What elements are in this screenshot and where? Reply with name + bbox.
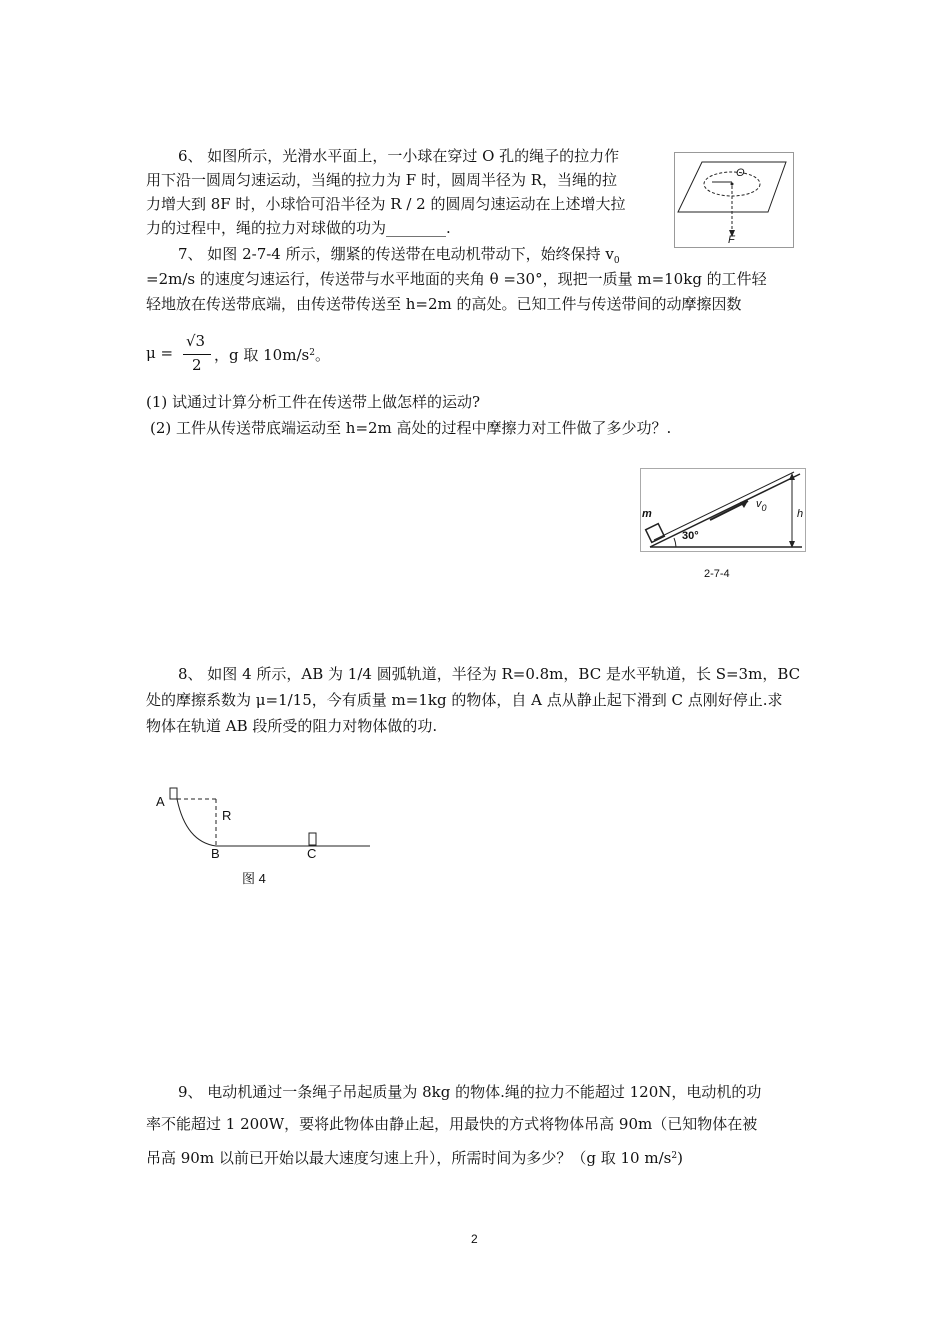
q7-g-text: ，g 取 10m/s	[214, 346, 310, 364]
q6-line-3: 力增大到 8F 时，小球恰可沿半径为 R / 2 的圆周匀速运动在上述增大拉	[146, 195, 626, 213]
q6-figure	[674, 152, 794, 248]
label-v: v	[756, 498, 762, 510]
label-o: O	[736, 167, 745, 179]
q9-line-1: 9、 电动机通过一条绳子吊起质量为 8kg 的物体.绳的拉力不能超过 120N，电动机的功	[178, 1083, 762, 1101]
q8-figure	[150, 780, 380, 890]
fraction-denominator: 2	[192, 356, 202, 374]
q9-line-3	[146, 1146, 683, 1168]
q8-line-2: 处的摩擦系数为 μ=1/15，今有质量 m=1kg 的物体，自 A 点从静止起下滑到 C 点刚好停止.求	[146, 691, 783, 709]
q6-line-4: 力的过程中，绳的拉力对球做的功为________.	[146, 219, 451, 237]
label-v-sub: 0	[761, 503, 767, 513]
label-a: A	[156, 794, 165, 809]
q7-line-3: 轻地放在传送带底端，由传送带传送至 h=2m 的高处。已知工件与传送带间的动摩擦因数	[146, 295, 742, 313]
q7-figure-caption: 2-7-4	[704, 568, 730, 580]
q7-mu-formula	[146, 332, 406, 376]
q9-line-3-sup: 2	[671, 1151, 678, 1161]
conveyor-belt-diagram	[640, 468, 806, 552]
q8-figure-caption: 图 4	[242, 871, 266, 886]
fraction-numerator: √3	[186, 332, 206, 350]
fraction-bar	[183, 354, 211, 355]
q7-line-2: =2m/s 的速度匀速运行，传送带与水平地面的夹角 θ =30°，现把一质量 m=10kg 的工件轻	[146, 270, 767, 288]
q8-line-1: 8、 如图 4 所示，AB 为 1/4 圆弧轨道，半径为 R=0.8m，BC 是水平轨道，长 S=3m，BC	[178, 665, 801, 683]
q7-line-1	[178, 244, 620, 271]
label-b: B	[211, 846, 220, 861]
q7-figure	[640, 468, 806, 552]
label-c: C	[307, 846, 317, 861]
mu-symbol: μ =	[146, 344, 174, 362]
q7-g-end: 。	[314, 346, 330, 364]
q9-line-3-end: )	[677, 1149, 683, 1167]
page-number: 2	[471, 1232, 478, 1246]
label-angle: 30°	[682, 530, 699, 542]
q7-sub-question-1: (1) 试通过计算分析工件在传送带上做怎样的运动?	[146, 393, 481, 411]
q9-line-3-text: 吊高 90m 以前已开始以最大速度匀速上升），所需时间为多少？（g 取 10 m/s	[146, 1149, 672, 1167]
label-v0	[756, 498, 767, 513]
q6-line-1: 6、 如图所示，光滑水平面上，一小球在穿过 O 孔的绳子的拉力作	[178, 147, 620, 165]
q8-line-3: 物体在轨道 AB 段所受的阻力对物体做的功.	[146, 717, 438, 735]
q9-line-2: 率不能超过 1 200W，要将此物体由静止起，用最快的方式将物体吊高 90m（已知物体在被	[146, 1115, 758, 1133]
label-r: R	[222, 808, 232, 823]
q7-v0-sub: 0	[613, 256, 620, 266]
q7-line-1-text: 7、 如图 2-7-4 所示，绷紧的传送带在电动机带动下，始终保持 v	[178, 245, 614, 263]
q6-line-2: 用下沿一圆周匀速运动，当绳的拉力为 F 时，圆周半径为 R，当绳的拉	[146, 171, 618, 189]
label-f: F	[728, 234, 735, 246]
label-h: h	[797, 508, 804, 520]
q7-sub-question-2: (2) 工件从传送带底端运动至 h=2m 高处的过程中摩擦力对工件做了多少功？.	[150, 419, 672, 437]
label-m: m	[642, 508, 652, 520]
q7-g-sup: 2	[309, 348, 315, 358]
